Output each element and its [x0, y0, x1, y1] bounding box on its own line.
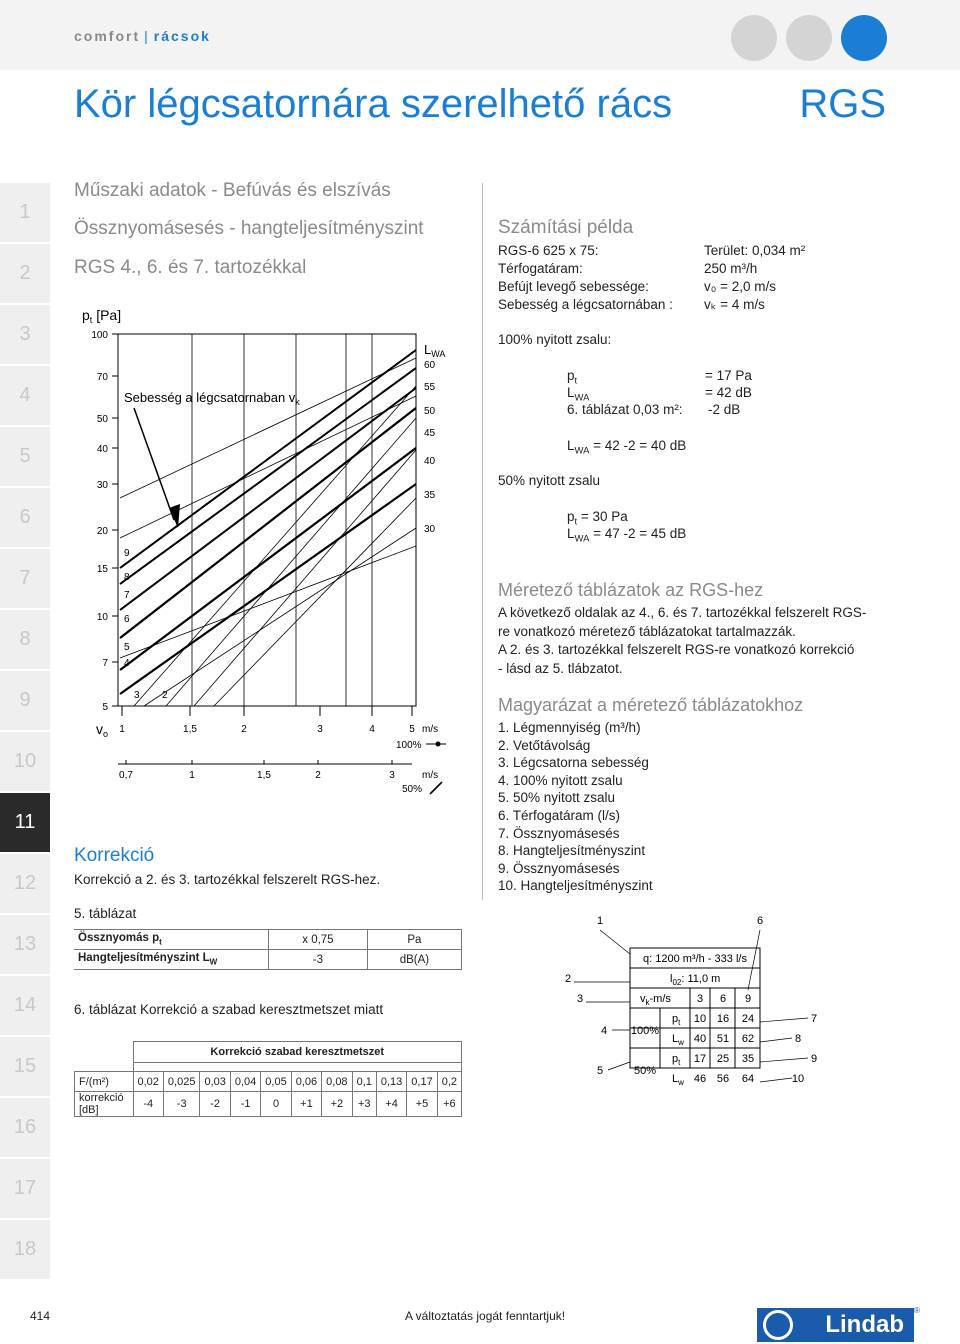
t6-cell: 0,17 — [407, 1072, 437, 1092]
ex-pct-100: 100% — [630, 1025, 660, 1037]
chapter-tab-18: 18 — [0, 1220, 50, 1279]
x1-tick-label: 2 — [241, 724, 247, 735]
sizing-text-line: - lásd az 5. tlábzatot. — [498, 660, 623, 676]
y-tick-label: 5 — [102, 702, 108, 713]
vk-label: 4 — [124, 658, 130, 669]
callout-line — [760, 1058, 808, 1062]
t5-unit-2: dB(A) — [367, 950, 461, 970]
chapter-tabs — [0, 183, 50, 1281]
example-row-value: v₀ = 2,0 m/s — [704, 279, 777, 294]
legend-item: 2. Vetőtávolság — [498, 737, 591, 753]
vk-label: 9 — [124, 548, 130, 559]
callout-number: 1 — [596, 915, 604, 927]
ex-l: $l_{02}$: 11,0 m — [670, 973, 721, 987]
brand-comfort: comfort — [74, 28, 141, 44]
example-row-value: vₖ = 4 m/s — [704, 297, 765, 312]
ex-vk-value: 9 — [744, 993, 752, 1005]
callout-line — [760, 1018, 808, 1022]
t5-unit-1: Pa — [367, 930, 461, 950]
example-row-value: 250 m³/h — [704, 261, 758, 276]
x1-tick-label: 4 — [369, 724, 375, 735]
ex-value: 16 — [716, 1013, 730, 1025]
lwa-tick-label: 45 — [424, 428, 436, 439]
y-tick-label: 20 — [96, 526, 108, 537]
vk-label: 5 — [124, 642, 130, 653]
section-heading-2: Össznyomásesés - hangteljesítményszint — [74, 218, 424, 239]
product-code: RGS — [799, 82, 886, 126]
legend-item: 9. Össznyomásesés — [498, 860, 620, 876]
t6-cell: 0,05 — [261, 1072, 291, 1092]
x1-tick-label: 1,5 — [183, 724, 197, 735]
example-row-label: Sebesség a légcsatornában : — [498, 297, 673, 312]
t6-value: -2 dB — [708, 402, 741, 417]
callout-line — [760, 1038, 792, 1042]
t5-value-2: -3 — [269, 950, 368, 970]
ex-value: 17 — [693, 1053, 707, 1065]
t6-row1-label: F/(m²) — [75, 1072, 134, 1092]
registered-mark: ® — [914, 1306, 920, 1315]
t6-cell: -4 — [133, 1092, 163, 1117]
y-tick-label: 50 — [96, 414, 108, 425]
x2-tick-label: 3 — [389, 770, 395, 781]
x2-unit: m/s — [422, 770, 439, 781]
x1-unit: m/s — [422, 724, 439, 735]
section-heading-1: Műszaki adatok - Befúvás és elszívás — [74, 180, 391, 201]
t6-cell: -3 — [163, 1092, 200, 1117]
ex-q: q: 1200 m³/h - 333 l/s — [643, 953, 747, 965]
lwa-50: $L_{WA} = 47$ -2 = 45 dB — [567, 526, 687, 545]
y-tick-label: 40 — [96, 444, 108, 455]
ex-param: $L_w$ — [672, 1073, 684, 1087]
x2-tick-label: 1 — [189, 770, 195, 781]
brand — [74, 28, 211, 44]
t5-label-1: Össznyomás $p_t$ — [74, 930, 269, 950]
t6-cell: 0,025 — [163, 1072, 200, 1092]
table-row — [75, 1092, 462, 1117]
callout-line — [748, 930, 760, 990]
t6-cell: +4 — [376, 1092, 406, 1117]
lwa-line: $L_{WA}$ — [567, 385, 590, 404]
v0-label: $v_o$ — [96, 721, 109, 739]
legend-item: 7. Össznyomásesés — [498, 825, 620, 841]
vk-label: 7 — [124, 590, 130, 601]
chapter-tab-17: 17 — [0, 1159, 50, 1218]
sizing-text-line: re vonatkozó méretező táblázatokat tartalmazzák. — [498, 623, 796, 639]
pt-value: = 17 Pa — [705, 368, 752, 383]
open-100-icon-dot — [436, 742, 441, 747]
chart-series-line — [166, 418, 416, 706]
velocity-label: Sebesség a légcsatornaban $v_k$ — [124, 390, 300, 407]
chapter-tab-10: 10 — [0, 732, 50, 791]
t6-cell: 0,03 — [200, 1072, 230, 1092]
t6-cell: 0,2 — [437, 1072, 461, 1092]
callout-number: 7 — [810, 1013, 818, 1025]
chapter-tab-11: 11 — [0, 793, 50, 852]
ex-value: 46 — [693, 1073, 707, 1085]
callout-line — [608, 1062, 630, 1070]
callout-line — [760, 1078, 792, 1082]
legend-title: Magyarázat a méretező táblázatokhoz — [498, 695, 804, 715]
lwa-value: = 42 dB — [705, 385, 752, 400]
pt-line: $p_t$ — [567, 368, 578, 387]
ex-vk-value: 6 — [719, 993, 727, 1005]
chart-y-label: $p_t$ [Pa] — [82, 307, 122, 325]
logo-icon — [763, 1310, 793, 1340]
x1-tick-label: 1 — [119, 724, 125, 735]
chapter-tab-3: 3 — [0, 305, 50, 364]
ex-value: 56 — [716, 1073, 730, 1085]
table5-caption: 5. táblázat — [74, 906, 137, 921]
callout-number: 6 — [756, 915, 764, 927]
lwa-tick-label: 55 — [424, 382, 436, 393]
t6-header: Korrekció szabad keresztmetszet — [133, 1042, 462, 1063]
legend-item: 3. Légcsatorna sebesség — [498, 755, 649, 771]
t6-cell: +3 — [352, 1092, 376, 1117]
table-row — [74, 950, 462, 970]
chapter-tab-9: 9 — [0, 671, 50, 730]
callout-number: 4 — [600, 1025, 608, 1037]
chart-series-line — [134, 386, 416, 706]
ex-value: 40 — [693, 1033, 707, 1045]
ex-value: 25 — [716, 1053, 730, 1065]
chapter-tab-14: 14 — [0, 976, 50, 1035]
ex-value: 64 — [741, 1073, 755, 1085]
y-tick-label: 30 — [96, 480, 108, 491]
table-6 — [74, 1041, 462, 1117]
t6-cell: 0,02 — [133, 1072, 163, 1092]
velocity-arrow-line — [134, 408, 174, 520]
t5-label-2: Hangteljesítményszint $L_W$ — [74, 950, 269, 970]
t6-cell: +2 — [322, 1092, 352, 1117]
y-tick-label: 15 — [96, 564, 108, 575]
legend-item: 8. Hangteljesítményszint — [498, 843, 646, 859]
ex-value: 10 — [693, 1013, 707, 1025]
callout-number: 5 — [596, 1065, 604, 1077]
example-row-label: Térfogatáram: — [498, 261, 583, 276]
ex-param: $p_t$ — [672, 1013, 681, 1027]
t6-cell: 0,04 — [230, 1072, 260, 1092]
y-tick-label: 100 — [91, 330, 108, 341]
t6-cell: 0,08 — [322, 1072, 352, 1092]
ex-value: 62 — [741, 1033, 755, 1045]
t6-cell: +5 — [407, 1092, 437, 1117]
chapter-tab-4: 4 — [0, 366, 50, 425]
chapter-tab-6: 6 — [0, 488, 50, 547]
dot-1 — [731, 15, 777, 61]
t6-cell: 0,1 — [352, 1072, 376, 1092]
pressure-chart — [74, 298, 474, 798]
page-title: Kör légcsatornára szerelhető rács — [74, 82, 673, 126]
lwa-tick-label: 30 — [424, 524, 436, 535]
t5-value-1: x 0,75 — [269, 930, 368, 950]
ex-vk-value: 3 — [696, 993, 704, 1005]
t6-row2-label: korrekció [dB] — [75, 1092, 134, 1117]
sizing-text-line: A 2. és 3. tartozékkal felszerelt RGS-re vonatkozó korrekció — [498, 642, 855, 657]
t6-cell: 0,06 — [291, 1072, 321, 1092]
table-5 — [74, 929, 462, 970]
lwa-calc: $L_{WA} = 42$ -2 = 40 dB — [567, 438, 687, 457]
column-divider — [482, 183, 483, 900]
callout-number: 3 — [576, 993, 584, 1005]
korrekcio-text: Korrekció a 2. és 3. tartozékkal felszerelt RGS-hez. — [74, 872, 381, 887]
ex-value: 35 — [741, 1053, 755, 1065]
open-50-icon — [430, 782, 442, 794]
ex-value: 51 — [716, 1033, 730, 1045]
callout-number: 9 — [810, 1053, 818, 1065]
ex-pct-50: 50% — [633, 1065, 657, 1077]
t6-cell: -2 — [200, 1092, 230, 1117]
open-100-label: 100% nyitott zsalu: — [498, 332, 612, 347]
y-tick-label: 70 — [96, 372, 108, 383]
table6-caption: 6. táblázat Korrekció a szabad keresztmetszet miatt — [74, 1002, 384, 1017]
callout-number: 2 — [564, 973, 572, 985]
chapter-tab-15: 15 — [0, 1037, 50, 1096]
chapter-tab-2: 2 — [0, 244, 50, 303]
legend-item: 1. Légmennyiség (m³/h) — [498, 720, 641, 735]
lwa-tick-label: 40 — [424, 456, 436, 467]
table-row — [74, 930, 462, 950]
chapter-tab-12: 12 — [0, 854, 50, 913]
legend-item: 4. 100% nyitott zsalu — [498, 772, 623, 788]
callout-number: 10 — [791, 1073, 805, 1085]
chapter-tab-8: 8 — [0, 610, 50, 669]
vk-label: 3 — [134, 690, 140, 701]
brand-separator: | — [144, 28, 150, 44]
example-row-value: Terület: 0,034 m² — [704, 243, 806, 258]
x2-tick-label: 1,5 — [257, 770, 271, 781]
legend-item: 10. Hangteljesítményszint — [498, 878, 653, 894]
callout-line — [600, 930, 630, 954]
example-row-label: RGS-6 625 x 75: — [498, 243, 599, 258]
sizing-title: Méretező táblázatok az RGS-hez — [498, 580, 764, 600]
lwa-tick-label: 60 — [424, 360, 436, 371]
table-row — [75, 1063, 462, 1072]
table-row — [75, 1072, 462, 1092]
pt-50: $p_t = 30$ Pa — [567, 509, 628, 528]
t6-line: 6. táblázat 0,03 m²: — [567, 402, 683, 417]
x1-pct: 100% — [396, 740, 422, 751]
section-heading-3: RGS 4., 6. és 7. tartozékkal — [74, 257, 307, 278]
dot-3 — [841, 15, 887, 61]
sizing-text-line: A következő oldalak az 4., 6. és 7. tartozékkal felszerelt RGS- — [498, 605, 867, 620]
t6-cell: -1 — [230, 1092, 260, 1117]
example-title: Számítási példa — [498, 217, 634, 238]
chapter-tab-13: 13 — [0, 915, 50, 974]
vk-label: 8 — [124, 572, 130, 583]
x2-tick-label: 2 — [315, 770, 321, 781]
lwa-tick-label: 35 — [424, 490, 436, 501]
open-50-label: 50% nyitott zsalu — [498, 473, 601, 488]
callout-number: 8 — [794, 1033, 802, 1045]
legend-item: 6. Térfogatáram (l/s) — [498, 808, 621, 823]
ex-param: $p_t$ — [672, 1053, 681, 1067]
chart-series-line — [144, 528, 416, 706]
example-row-label: Befújt levegő sebessége: — [498, 279, 649, 294]
ex-vk: $v_k-m/s$ — [640, 993, 671, 1007]
t6-cell: 0 — [261, 1092, 291, 1117]
x2-tick-label: 0,7 — [119, 770, 133, 781]
ex-param: $L_w$ — [672, 1033, 684, 1047]
x2-pct: 50% — [402, 784, 423, 795]
page-number: 414 — [30, 1309, 51, 1323]
y-tick-label: 10 — [96, 612, 108, 623]
t6-cell: 0,13 — [376, 1072, 406, 1092]
footer-note: A változtatás jogát fenntartjuk! — [405, 1309, 566, 1323]
vk-label: 6 — [124, 614, 130, 625]
t6-cell: +1 — [291, 1092, 321, 1117]
chapter-tab-1: 1 — [0, 183, 50, 242]
t6-cell: +6 — [437, 1092, 461, 1117]
dot-2 — [786, 15, 832, 61]
korrekcio-title: Korrekció — [74, 845, 155, 866]
legend-item: 5. 50% nyitott zsalu — [498, 790, 616, 806]
example-sizing-table — [560, 910, 830, 1100]
lwa-tick-label: 50 — [424, 406, 436, 417]
lindab-logo: Lindab — [757, 1308, 914, 1342]
brand-racsok: rácsok — [153, 28, 211, 44]
table-row — [75, 1042, 462, 1063]
vk-label: 2 — [162, 690, 168, 701]
chapter-tab-5: 5 — [0, 427, 50, 486]
y-tick-label: 7 — [102, 658, 108, 669]
chapter-tab-16: 16 — [0, 1098, 50, 1157]
chapter-tab-7: 7 — [0, 549, 50, 608]
x1-tick-label: 3 — [317, 724, 323, 735]
x1-tick-label: 5 — [409, 724, 415, 735]
chart-lwa-label: $L_{WA}$ — [424, 342, 446, 359]
ex-value: 24 — [741, 1013, 755, 1025]
